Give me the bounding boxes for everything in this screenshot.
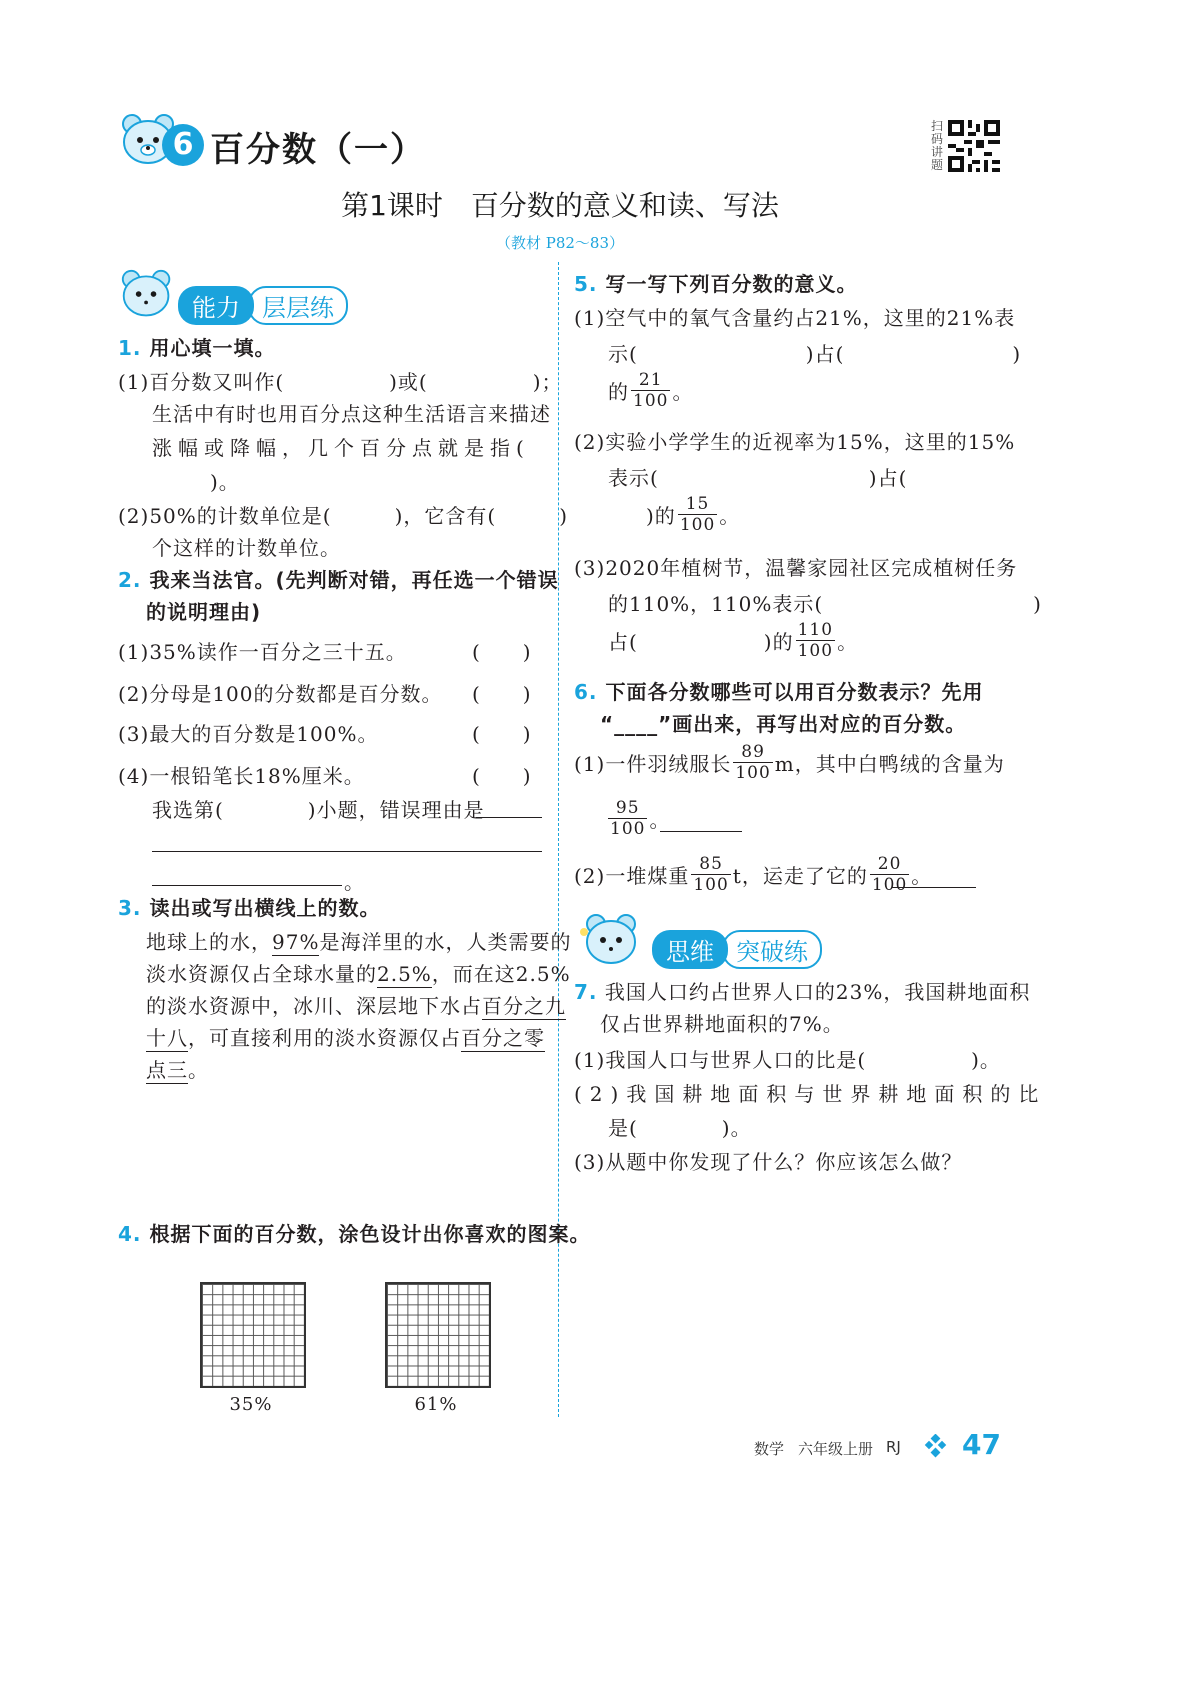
q1-title: 用心填一填。 — [149, 336, 276, 360]
q7-part1: (1)我国人口与世界人口的比是( )。 — [574, 1048, 1001, 1072]
q3-line4 — [146, 1022, 545, 1051]
q3-heading — [118, 892, 380, 921]
q3-text: 。 — [188, 1058, 209, 1082]
q5-part1-line3 — [608, 370, 693, 411]
q7-part2-line2: 是( )。 — [608, 1116, 752, 1140]
q4-heading — [118, 1218, 590, 1247]
q5-part2-line1: (2)实验小学学生的近视率为15%，这里的15% — [574, 430, 1016, 454]
q2-title-line1: 我来当法官。(先判断对错，再任选一个错误 — [149, 568, 559, 592]
q3-underlined-number: 十八 — [146, 1026, 188, 1050]
q6-text: m，其中白鸭绒的含量为 — [774, 752, 1005, 776]
q2-reason-blank[interactable] — [476, 816, 542, 818]
q3-text: ，可直接利用的淡水资源仅占 — [188, 1026, 461, 1050]
q5-part3-line2: 的110%，110%表示( ) — [608, 592, 1042, 616]
q3-underlined-number: 97% — [272, 930, 320, 954]
q1-part1-line4: )。 — [210, 470, 240, 494]
q6-text: (2)一堆煤重 — [574, 864, 690, 888]
q5-part2-line2: 表示( )占( — [608, 466, 908, 490]
unit-title: 百分数（一） — [210, 130, 426, 170]
diamond-icon — [924, 1434, 948, 1458]
q3-number: 3. — [118, 896, 142, 920]
section-banner-ability — [178, 286, 348, 325]
period: 。 — [911, 864, 933, 888]
q2-reason-blank[interactable] — [152, 850, 542, 852]
q3-line1 — [146, 926, 571, 955]
q7-line2: 仅占世界耕地面积的7%。 — [600, 1012, 844, 1036]
q3-line3 — [146, 990, 566, 1019]
q6-title-line2: “____”画出来，再写出对应的百分数。 — [600, 712, 967, 736]
q6-text: (1)一件羽绒服长 — [574, 752, 732, 776]
q3-title: 读出或写出横线上的数。 — [149, 896, 381, 920]
fraction: $\frac{15}{100}$ — [679, 494, 716, 535]
section-label-b: 层层练 — [248, 286, 348, 325]
q6-part1-line2 — [606, 798, 670, 839]
q5-part3-line3 — [608, 620, 858, 661]
q3-underlined-number: 2.5% — [377, 962, 432, 986]
fraction: $\frac{89}{100}$ — [735, 742, 771, 783]
q2-judge-paren[interactable]: ( ) — [472, 722, 532, 746]
q2-item-text: (1)35%读作一百分之三十五。 — [118, 640, 407, 664]
coloring-grid[interactable] — [385, 1282, 491, 1388]
q2-reason-blank[interactable] — [152, 884, 342, 886]
q3-line5 — [146, 1054, 209, 1083]
q3-underlined-number: 点三 — [146, 1058, 188, 1082]
q5-part1-line2: 示( )占( ) — [608, 342, 1022, 366]
q2-end-mark: 。 — [344, 870, 365, 894]
footer-subject: 数学 — [754, 1440, 785, 1458]
q2-item-text: (3)最大的百分数是100%。 — [118, 722, 379, 746]
q6-number: 6. — [574, 680, 598, 704]
q3-text: 地球上的水， — [146, 930, 272, 954]
q2-heading — [118, 564, 559, 593]
grid-percent-label: 61% — [414, 1394, 458, 1415]
fraction: $\frac{95}{100}$ — [610, 798, 646, 839]
section-label-a: 思维 — [652, 930, 728, 969]
period: 。 — [719, 504, 741, 528]
q3-line2 — [146, 958, 571, 987]
q7-part2-line1: (2)我国耕地面积与世界耕地面积的比 — [574, 1082, 1047, 1106]
period: 。 — [672, 380, 694, 404]
q3-underlined-number: 百分之零 — [461, 1026, 545, 1050]
q7-line1 — [574, 976, 1030, 1005]
q6-part2 — [574, 854, 932, 895]
q7-number: 7. — [574, 980, 598, 1004]
footer-grade: 六年级上册 — [798, 1440, 874, 1458]
q1-number: 1. — [118, 336, 142, 360]
textbook-reference: （教材 P82～83） — [495, 234, 625, 252]
q7-text: 我国人口约占世界人口的23%，我国耕地面积 — [604, 980, 1031, 1004]
lesson-title: 第1课时 百分数的意义和读、写法 — [341, 189, 779, 222]
q3-text: ，而在这2.5% — [431, 962, 571, 986]
q6-answer-blank[interactable] — [660, 830, 742, 832]
q1-part2-line1: (2)50%的计数单位是( )，它含有( ) — [118, 504, 568, 528]
q1-part2-line2: 个这样的计数单位。 — [152, 536, 341, 560]
q6-part1-line1 — [574, 742, 1005, 783]
q3-text: 是海洋里的水，人类需要的 — [319, 930, 572, 954]
section-label-a: 能力 — [178, 286, 254, 325]
section-banner-thinking — [652, 930, 822, 969]
q1-part1-line2: 生活中有时也用百分点这种生活语言来描述 — [152, 402, 551, 426]
q5-number: 5. — [574, 272, 598, 296]
coloring-grid[interactable] — [200, 1282, 306, 1388]
mascot-icon — [118, 268, 176, 322]
q2-title-line2: 的说明理由) — [146, 600, 262, 624]
period: 。 — [649, 808, 671, 832]
q5-part1-line1: (1)空气中的氧气含量约占21%，这里的21%表 — [574, 306, 1016, 330]
q3-text: 淡水资源仅占全球水量的 — [146, 962, 377, 986]
q1-part1-line1: (1)百分数又叫作( )或( )； — [118, 370, 563, 394]
unit-number-badge: 6 — [162, 124, 204, 166]
footer-edition: RJ — [886, 1438, 901, 1456]
fraction: $\frac{110}{100}$ — [797, 620, 834, 661]
q5-text: 的 — [608, 380, 629, 404]
grid-percent-label: 35% — [229, 1394, 273, 1415]
period: 。 — [837, 630, 859, 654]
mascot-icon — [578, 912, 640, 970]
q5-title: 写一写下列百分数的意义。 — [605, 272, 858, 296]
qr-label: 扫码讲题 — [931, 119, 944, 172]
q6-heading — [574, 676, 983, 705]
section-label-b: 突破练 — [722, 930, 822, 969]
q4-title: 根据下面的百分数，涂色设计出你喜欢的图案。 — [149, 1222, 591, 1246]
fraction: $\frac{85}{100}$ — [693, 854, 729, 895]
fraction: $\frac{20}{100}$ — [871, 854, 908, 895]
q3-text: 的淡水资源中，冰川、深层地下水占 — [146, 994, 482, 1018]
q5-part3-line1: (3)2020年植树节，温馨家园社区完成植树任务 — [574, 556, 1018, 580]
q2-item-text: (4)一根铅笔长18%厘米。 — [118, 764, 365, 788]
q6-answer-blank[interactable] — [892, 886, 976, 888]
q4-number: 4. — [118, 1222, 142, 1246]
q6-title-line1: 下面各分数哪些可以用百分数表示？先用 — [605, 680, 984, 704]
page-number: 47 — [962, 1428, 1001, 1461]
q2-judge-paren[interactable]: ( ) — [472, 640, 532, 664]
qr-code-icon[interactable] — [948, 120, 1000, 172]
q2-item-text: (2)分母是100的分数都是百分数。 — [118, 682, 443, 706]
q5-text: 占( )的 — [608, 630, 794, 654]
q2-choose-text: 我选第( )小题，错误理由是 — [152, 798, 485, 822]
q2-judge-paren[interactable]: ( ) — [472, 682, 532, 706]
q7-part3: (3)从题中你发现了什么？你应该怎么做？ — [574, 1150, 963, 1174]
q1-part1-line3: 涨幅或降幅，几个百分点就是指( — [152, 436, 530, 460]
q1-heading — [118, 332, 275, 361]
q5-heading — [574, 268, 857, 297]
q6-text: t，运走了它的 — [732, 864, 868, 888]
q2-number: 2. — [118, 568, 142, 592]
q2-judge-paren[interactable]: ( ) — [472, 764, 532, 788]
q3-underlined-number: 百分之九 — [482, 994, 566, 1018]
q5-part2-line3 — [646, 494, 740, 535]
fraction: $\frac{21}{100}$ — [633, 370, 669, 411]
q5-text: )的 — [646, 504, 676, 528]
